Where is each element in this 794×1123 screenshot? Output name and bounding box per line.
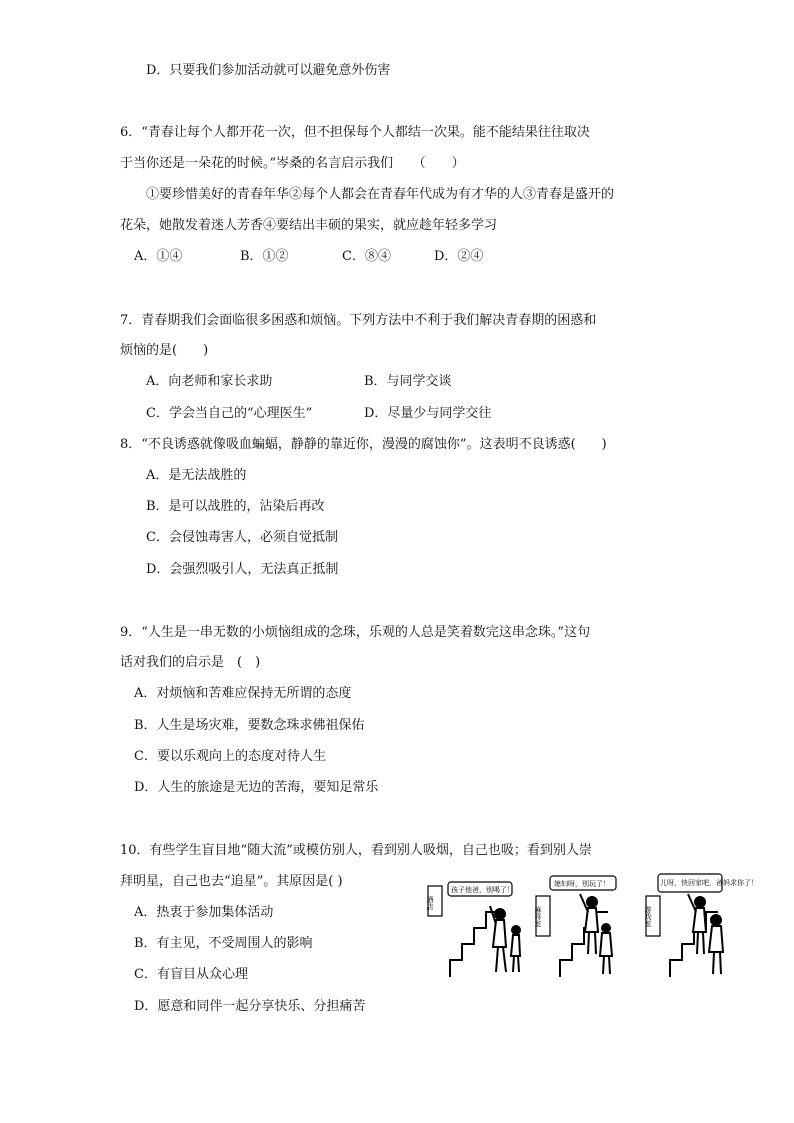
q8-option-b: B．是可以战胜的，沾染后再改	[146, 499, 325, 514]
q10-option-c: C．有盲目从众心理	[134, 967, 248, 982]
q6-statements-line1: ①要珍惜美好的青春年华②每个人都会在青春年代成为有才华的人③青春是盛开的	[146, 187, 615, 202]
q9-option-c: C．要以乐观向上的态度对待人生	[134, 749, 326, 764]
q6-option-a: A．①④	[134, 249, 183, 264]
q6-option-c: C．⑧④	[342, 249, 391, 264]
q10-option-b: B．有主见，不受周围人的影响	[134, 936, 313, 951]
q8-stem: 8．“不良诱惑就像吸血蝙蝠，静静的靠近你，漫漫的腐蚀你”。这表明不良诱惑( )	[120, 437, 607, 452]
q9-option-d: D．人生的旅途是无边的苦海，要知足常乐	[134, 780, 379, 795]
cartoon-panel-gameroom	[646, 874, 723, 977]
q7-option-a: A．向老师和家长求助	[146, 374, 273, 389]
q6-statements-line2: 花朵，她散发着迷人芳香④要结出丰硕的果实，就应趁年轻多学习	[120, 218, 498, 233]
cartoon-panel-bar	[428, 882, 520, 977]
q7-stem-line2: 烦恼的是( )	[120, 343, 209, 358]
q7-option-d: D．尽量少与同学交往	[364, 406, 492, 421]
q8-option-c: C．会侵蚀毒害人，必须自觉抵制	[146, 530, 338, 545]
cartoon-bubble-gameroom: 儿呀，快回家吧，爸妈求你了！	[660, 879, 758, 887]
q10-stem-line2: 拜明星，自己也去“追星”。其原因是( )	[120, 874, 343, 889]
q9-stem-line1: 9．“人生是一串无数的小烦恼组成的念珠，乐观的人总是笑着数完这串念珠。”这句	[120, 625, 591, 640]
q10-option-a: A．热衷于参加集体活动	[134, 905, 274, 920]
q10-stem-line1: 10．有些学生盲目地“随大流”或模仿别人，看到别人吸烟，自己也吸；看到别人崇	[120, 843, 592, 858]
q8-option-d: D．会强烈吸引人，无法真正抵制	[146, 562, 339, 577]
q9-option-a: A．对烦恼和苦难应保持无所谓的态度	[134, 686, 352, 701]
q5-option-d: D．只要我们参加活动就可以避免意外伤害	[146, 63, 391, 78]
q6-stem-line1: 6．“青春让每个人都开花一次，但不担保每个人都结一次果。能不能结果往往取决	[120, 125, 590, 140]
q9-stem-line2: 话对我们的启示是 ( )	[120, 655, 261, 670]
q6-option-d: D．②④	[434, 249, 484, 264]
cartoon-bubble-bar: 孩子他爸，别喝了！	[451, 886, 514, 894]
q6-stem-line2: 于当你还是一朵花的时候。”岑桑的名言启示我们 （ ）	[120, 156, 465, 171]
cartoon-bubble-mahjong: 媳妇呀，别玩了！	[554, 880, 610, 888]
q7-option-c: C．学会当自己的“心理医生”	[146, 406, 313, 421]
q10-option-d: D．愿意和同伴一起分享快乐、分担痛苦	[134, 999, 366, 1014]
cartoon-sign-bar: 酒店	[426, 896, 434, 910]
cartoon-sign-gameroom: 游戏室	[644, 906, 652, 927]
q8-option-a: A．是无法战胜的	[146, 468, 247, 483]
q7-option-b: B．与同学交谈	[364, 374, 452, 389]
cartoon-panel-mahjong	[536, 876, 616, 977]
cartoon-illustration	[420, 872, 758, 982]
q9-option-b: B．人生是场灾难，要数念珠求佛祖保佑	[134, 718, 365, 733]
q6-option-b: B．①②	[240, 249, 289, 264]
cartoon-sign-mahjong: 麻将室	[534, 906, 542, 927]
q7-stem-line1: 7．青春期我们会面临很多困惑和烦恼。下列方法中不利于我们解决青春期的困惑和	[120, 313, 597, 328]
